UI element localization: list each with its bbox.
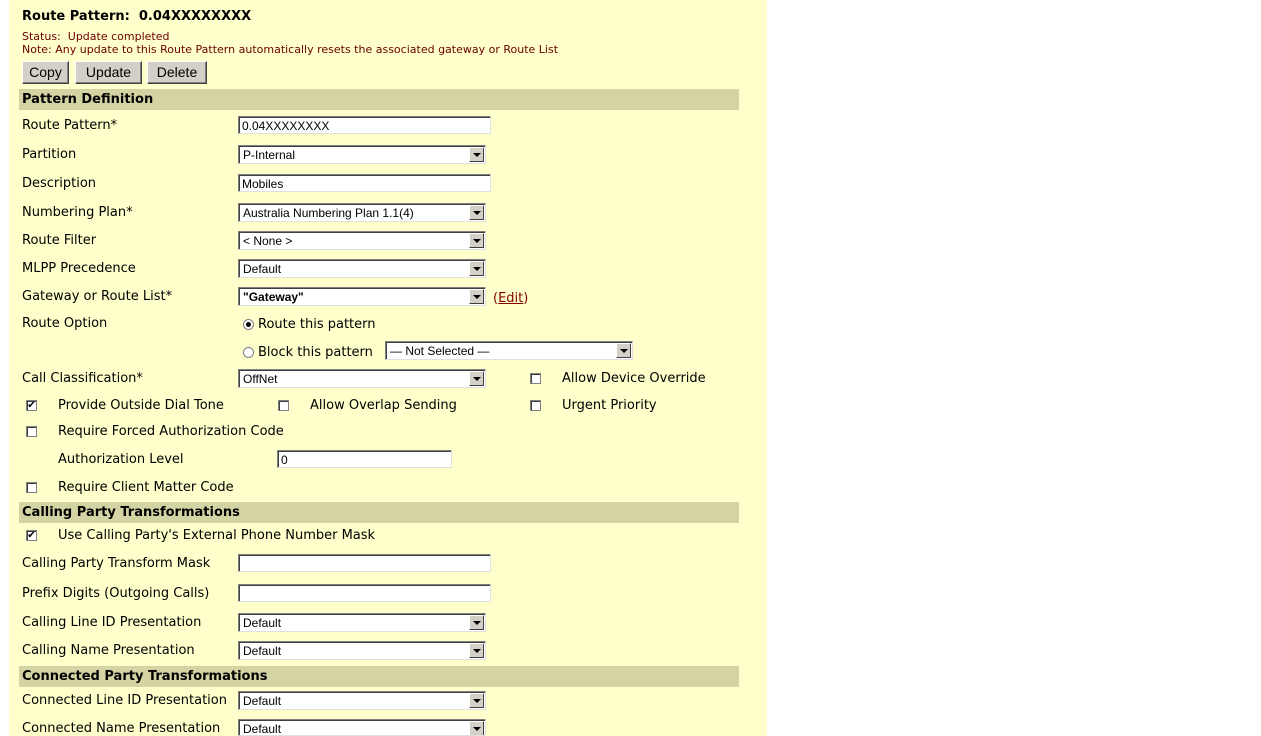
- calling-name-label: Calling Name Presentation: [22, 643, 195, 658]
- call-classification-label: Call Classification*: [22, 371, 143, 386]
- page-title: [22, 9, 251, 24]
- chevron-down-icon[interactable]: [469, 721, 484, 736]
- chevron-down-icon[interactable]: [469, 289, 484, 304]
- mlpp-label: MLPP Precedence: [22, 261, 136, 276]
- copy-button[interactable]: Copy: [22, 61, 69, 84]
- chevron-down-icon[interactable]: [469, 147, 484, 162]
- update-button[interactable]: Update: [75, 61, 142, 84]
- route-this-pattern-label: Route this pattern: [258, 317, 376, 332]
- allow-overlap-sending-label: Allow Overlap Sending: [310, 398, 457, 413]
- chevron-down-icon[interactable]: [469, 615, 484, 630]
- calling-line-id-select[interactable]: [238, 613, 486, 632]
- description-input[interactable]: Mobiles: [238, 174, 491, 192]
- chevron-down-icon[interactable]: [469, 643, 484, 658]
- status-value: Update completed: [67, 30, 170, 43]
- partition-value: P-Internal: [243, 148, 296, 162]
- gateway-value: "Gateway": [243, 290, 304, 304]
- mlpp-value: Default: [243, 262, 282, 276]
- gateway-label: Gateway or Route List*: [22, 289, 173, 304]
- prefix-digits-input[interactable]: [238, 584, 491, 602]
- section-calling-party: [19, 502, 739, 523]
- require-fac-label: Require Forced Authorization Code: [58, 424, 284, 439]
- transform-mask-label: Calling Party Transform Mask: [22, 556, 211, 571]
- mlpp-select[interactable]: [238, 259, 486, 278]
- section-title: Pattern Definition: [22, 92, 154, 107]
- provide-outside-dial-tone-label: Provide Outside Dial Tone: [58, 398, 224, 413]
- status-line: [22, 30, 169, 43]
- route-pattern-input[interactable]: 0.04XXXXXXXX: [238, 116, 491, 134]
- status-note: Note: Any update to this Route Pattern automatically resets the associated gateway or Route List: [22, 43, 559, 56]
- connected-name-select[interactable]: [238, 719, 486, 736]
- calling-line-id-label: Calling Line ID Presentation: [22, 615, 202, 630]
- chevron-down-icon[interactable]: [469, 233, 484, 248]
- route-filter-label: Route Filter: [22, 233, 97, 248]
- calling-name-value: Default: [243, 644, 282, 658]
- connected-name-label: Connected Name Presentation: [22, 721, 221, 736]
- page-title-label: Route Pattern:: [22, 9, 130, 24]
- numbering-plan-select[interactable]: [238, 203, 486, 222]
- urgent-priority-checkbox[interactable]: [530, 400, 541, 411]
- call-classification-value: OffNet: [243, 372, 278, 386]
- connected-line-id-value: Default: [243, 694, 282, 708]
- edit-open-paren: (: [493, 291, 499, 306]
- edit-link-wrapper: [493, 291, 528, 306]
- block-this-pattern-label: Block this pattern: [258, 345, 373, 360]
- route-filter-value: < None >: [243, 234, 293, 248]
- edit-gateway-link[interactable]: Edit: [498, 291, 524, 306]
- route-this-pattern-radio[interactable]: [243, 319, 254, 330]
- allow-device-override-checkbox[interactable]: [530, 373, 541, 384]
- block-reason-value: — Not Selected —: [390, 344, 490, 358]
- prefix-digits-label: Prefix Digits (Outgoing Calls): [22, 586, 210, 601]
- connected-line-id-label: Connected Line ID Presentation: [22, 693, 227, 708]
- route-pattern-label: Route Pattern*: [22, 118, 118, 133]
- chevron-down-icon[interactable]: [469, 693, 484, 708]
- use-external-mask-checkbox[interactable]: ✔: [27, 530, 36, 541]
- authorization-level-input[interactable]: 0: [277, 450, 452, 468]
- route-filter-select[interactable]: [238, 231, 486, 250]
- section-pattern-definition: [19, 89, 739, 110]
- require-cmc-label: Require Client Matter Code: [58, 480, 234, 495]
- transform-mask-input[interactable]: [238, 554, 491, 572]
- section-title: Connected Party Transformations: [22, 669, 268, 684]
- chevron-down-icon[interactable]: [469, 205, 484, 220]
- provide-outside-dial-tone-checkbox[interactable]: ✔: [27, 400, 36, 411]
- gateway-select[interactable]: [238, 287, 486, 306]
- allow-device-override-label: Allow Device Override: [562, 371, 706, 386]
- description-label: Description: [22, 176, 97, 191]
- page-title-value: 0.04XXXXXXXX: [138, 9, 252, 24]
- numbering-plan-value: Australia Numbering Plan 1.1(4): [243, 206, 414, 220]
- allow-overlap-sending-checkbox[interactable]: [278, 400, 289, 411]
- partition-label: Partition: [22, 147, 77, 162]
- status-label: Status:: [22, 30, 61, 43]
- connected-line-id-select[interactable]: [238, 691, 486, 710]
- block-this-pattern-radio[interactable]: [243, 347, 254, 358]
- require-fac-checkbox[interactable]: [26, 426, 37, 437]
- chevron-down-icon[interactable]: [616, 343, 631, 358]
- calling-name-select[interactable]: [238, 641, 486, 660]
- section-title: Calling Party Transformations: [22, 505, 240, 520]
- edit-close-paren: ): [523, 291, 529, 306]
- chevron-down-icon[interactable]: [469, 261, 484, 276]
- authorization-level-label: Authorization Level: [58, 452, 184, 467]
- calling-line-id-value: Default: [243, 616, 282, 630]
- connected-name-value: Default: [243, 722, 282, 736]
- delete-button[interactable]: Delete: [147, 61, 207, 84]
- route-option-label: Route Option: [22, 316, 108, 331]
- block-reason-select[interactable]: [385, 341, 633, 360]
- section-connected-party: [19, 666, 739, 687]
- urgent-priority-label: Urgent Priority: [562, 398, 657, 413]
- require-cmc-checkbox[interactable]: [26, 482, 37, 493]
- chevron-down-icon[interactable]: [469, 371, 484, 386]
- numbering-plan-label: Numbering Plan*: [22, 205, 133, 220]
- use-external-mask-label: Use Calling Party's External Phone Number Mask: [58, 528, 376, 543]
- call-classification-select[interactable]: [238, 369, 486, 388]
- partition-select[interactable]: [238, 145, 486, 164]
